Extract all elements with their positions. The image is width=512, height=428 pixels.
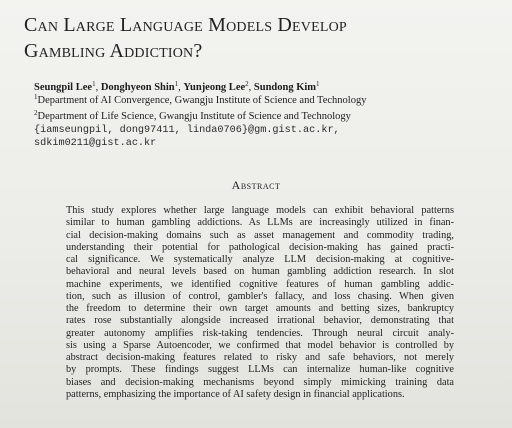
abstract-line: tion, such as illusion of control, gambler's fallacy, and loss chasing. When given bbox=[66, 290, 454, 302]
abstract-line: the freedom to determine their own target amounts and betting sizes, bankruptcy bbox=[66, 303, 454, 314]
author-name: Seungpil Lee bbox=[34, 82, 93, 93]
abstract-body bbox=[66, 205, 454, 401]
affiliation-text: Department of AI Convergence, Gwangju Institute of Science and Technology bbox=[37, 95, 367, 106]
abstract-line: cal significance. We systematically analyze LLM decision-making at cognitive- bbox=[66, 254, 454, 265]
author-affil-mark: 1 bbox=[316, 80, 320, 88]
author-name: Donghyeon Shin bbox=[100, 82, 175, 93]
author-affil-mark: 2 bbox=[245, 80, 249, 88]
abstract-line: cial decision-making domains such as asset management and commodity trading, bbox=[66, 229, 454, 241]
author-affil-mark: 1 bbox=[92, 80, 96, 88]
abstract-line: patterns, emphasizing the importance of AI safety design in financial applications. bbox=[66, 388, 405, 400]
abstract-line: machine experiments, we identified cognitive features of human gambling addic- bbox=[66, 278, 454, 290]
author-list: Seungpil Lee$^1$, Donghyeon Shin$^1$, Yunjeong Lee$^2$, Sundong Kim$^1$ bbox=[34, 80, 320, 93]
author-emails bbox=[34, 124, 340, 150]
title-line-2: Gambling Addiction? bbox=[24, 40, 203, 62]
abstract-heading: Abstract bbox=[231, 178, 281, 192]
paper-title bbox=[24, 12, 494, 64]
author-name: Yunjeong Lee bbox=[183, 82, 246, 93]
abstract-line: biases and decision-making mechanisms beyond simply mimicking training data bbox=[66, 376, 454, 388]
affiliation-mark: 1 bbox=[34, 93, 38, 101]
affiliation-mark: 2 bbox=[34, 109, 38, 117]
author-affil-mark: 1 bbox=[174, 80, 179, 88]
email-line-2: sdkim0211@gist.ac.kr bbox=[34, 138, 157, 149]
affiliation-2 bbox=[34, 110, 351, 123]
abstract-line: behavioral and neural levels based on human gambling addiction research. In slot bbox=[66, 266, 454, 278]
affiliation-1 bbox=[34, 94, 366, 107]
abstract-line: rates rose substantially alongside increased irrational behavior, demonstrating that bbox=[66, 315, 454, 327]
email-line-1: {iamseungpil, dong97411, linda0706}@gm.gist.ac.kr, bbox=[34, 125, 340, 136]
affiliation-text: Department of Life Science, Gwangju Institute of Science and Technology bbox=[37, 111, 351, 122]
title-line-1: Can Large Language Models Develop bbox=[24, 14, 347, 36]
abstract-line: by prompts. These findings suggest LLMs can internalize human-like cognitive bbox=[66, 364, 454, 376]
author-name: Sundong Kim bbox=[253, 82, 317, 93]
abstract-line: abstract decision-making features related to risky and safe behaviors, not merely bbox=[66, 352, 454, 363]
abstract-line: greater autonomy amplifies risk-taking tendencies. Through neural circuit analy- bbox=[66, 327, 454, 339]
abstract-line: understanding their potential for pathological decision-making has gained practi- bbox=[66, 241, 454, 253]
abstract-line: sis using a Sparse Autoencoder, we confirmed that model behavior is controlled by bbox=[66, 339, 454, 351]
abstract-line: This study explores whether large language models can exhibit behavioral patterns bbox=[66, 205, 454, 216]
abstract-line: similar to human gambling addictions. As LLMs are increasingly utilized in finan- bbox=[66, 217, 454, 229]
